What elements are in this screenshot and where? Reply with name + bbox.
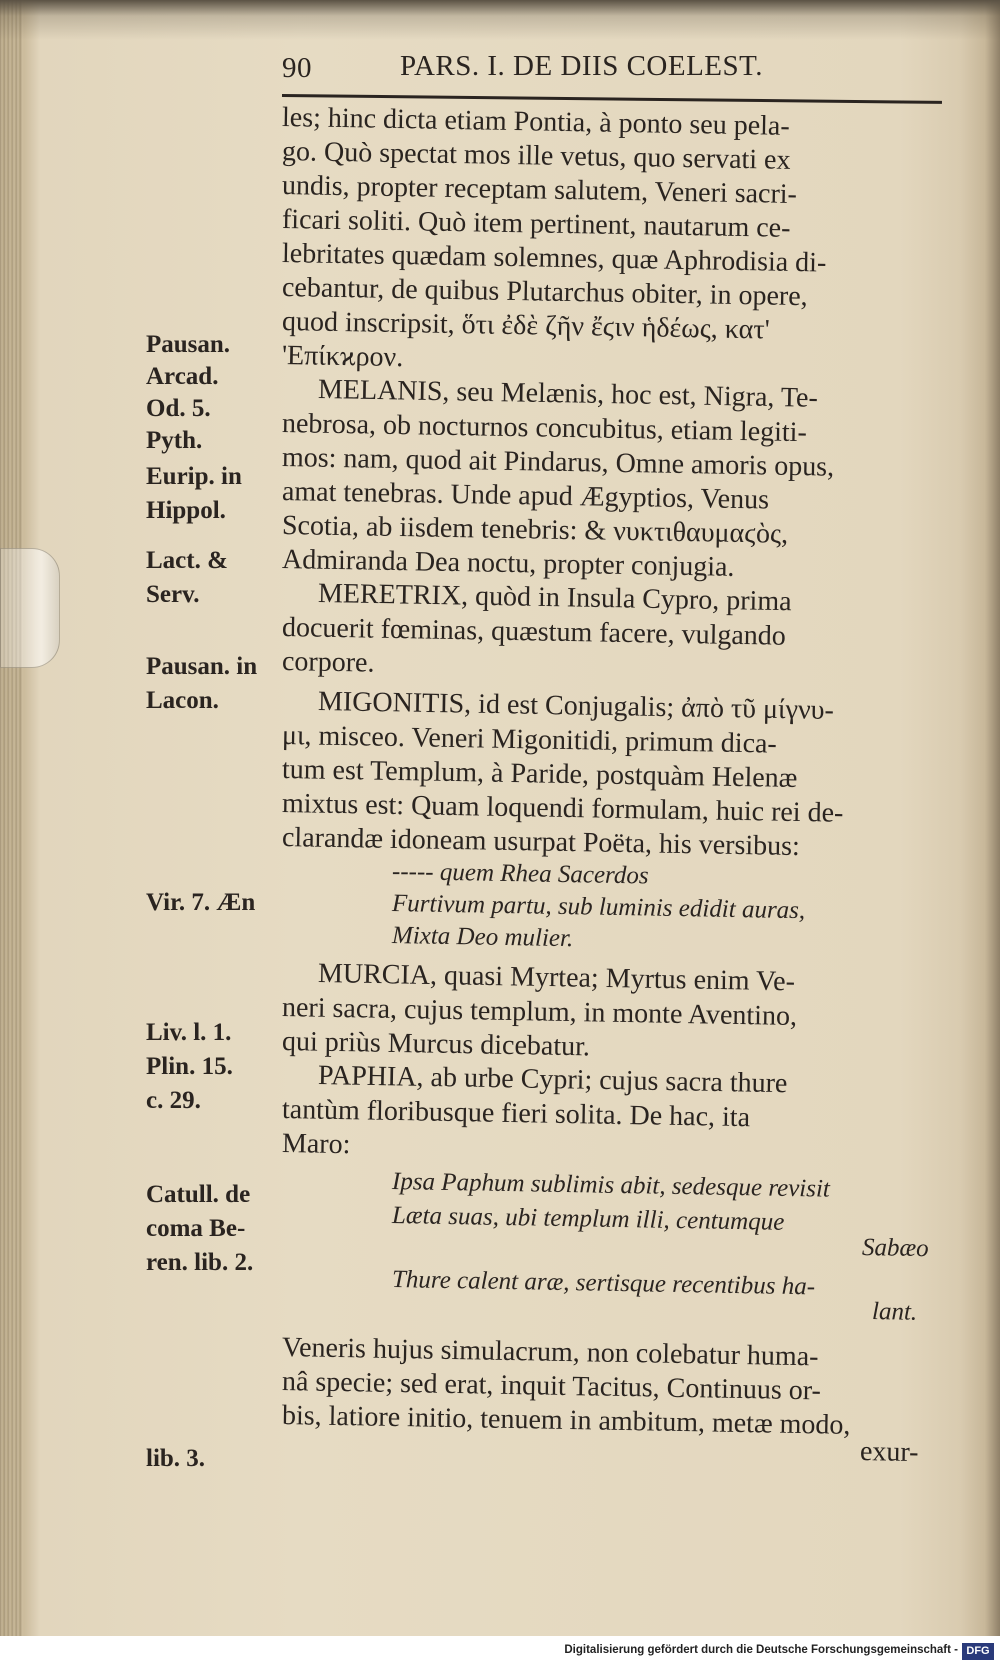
text-line: quod inscripsit, ὅτι ἐδὲ ζῆν ἔϛιν ἡδέως, κατ' (281, 306, 770, 346)
verse-line: Furtivum partu, sub luminis edidit auras, (391, 890, 806, 925)
dfg-logo: DFG (962, 1643, 994, 1660)
catchword: exur- (859, 1436, 919, 1469)
page-number: 90 (282, 52, 312, 84)
text-line: mos: nam, quod ait Pindarus, Omne amoris opus, (281, 442, 835, 483)
verse-line: Sabæo (861, 1234, 929, 1263)
marginal-note: ren. lib. 2. (146, 1249, 254, 1276)
text-line: MIGONITIS, id est Conjugalis; ἀπὸ τῦ μίγνυ- (317, 686, 835, 727)
header-rule (282, 94, 942, 104)
text-line: ficari soliti. Quò item pertinent, nautarum ce- (281, 204, 791, 244)
text-line: nebrosa, ob nocturnos concubitus, etiam legiti- (281, 408, 808, 449)
marginal-note: Serv. (146, 581, 200, 608)
running-header (282, 50, 942, 90)
text-line: Scotia, ab iisdem tenebris: & νυκτιθαυμαϛὸς, (281, 510, 789, 550)
verse-line: lant. (871, 1298, 918, 1326)
text-line: tantùm floribusque fieri solita. De hac, ita (281, 1094, 751, 1134)
text-line: Admiranda Dea noctu, propter conjugia. (281, 544, 735, 583)
verse-line: Læta suas, ubi templum illi, centumque (391, 1202, 785, 1236)
text-line: tum est Templum, à Paride, postquàm Helenæ (281, 754, 798, 794)
page-shadow (0, 0, 1000, 40)
text-line: cebantur, de quibus Plutarchus obiter, in opere, (281, 272, 808, 313)
marginal-note: c. 29. (146, 1087, 201, 1114)
marginal-note: Arcad. (146, 363, 219, 390)
text-line: MELANIS, seu Melænis, hoc est, Nigra, Te- (317, 374, 819, 414)
text-line: bis, latiore initio, tenuem in ambitum, metæ modo, (281, 1400, 851, 1441)
text-line: Veneris hujus simulacrum, non colebatur huma- (281, 1332, 819, 1373)
text-line: qui priùs Murcus dicebatur. (281, 1026, 591, 1063)
marginal-note: coma Be- (146, 1215, 246, 1242)
footer-bar (0, 1636, 1000, 1668)
text-line: MERETRIX, quòd in Insula Cypro, prima (317, 578, 792, 618)
running-title: PARS. I. DE DIIS COELEST. (400, 50, 763, 82)
marginal-note: Pausan. (146, 331, 231, 358)
text-line: nâ specie; sed erat, inquit Tacitus, Continuus or- (281, 1366, 822, 1407)
text-line: 'Επίκϰρον. (281, 340, 404, 374)
marginal-note: Od. 5. (146, 395, 211, 422)
text-line: go. Quò spectat mos ille vetus, quo servati ex (281, 136, 791, 176)
marginal-note: Pyth. (146, 427, 203, 454)
page-clip (0, 548, 60, 668)
marginal-note: Hippol. (146, 497, 226, 524)
funding-notice: Digitalisierung gefördert durch die Deutsche Forschungsgemeinschaft - (564, 1644, 958, 1656)
text-line: amat tenebras. Unde apud Ægyptios, Venus (281, 476, 770, 516)
text-line: mixtus est: Quam loquendi formulam, huic rei de- (281, 788, 844, 829)
text-line: lebritates quædam solemnes, quæ Aphrodisia di- (281, 238, 827, 279)
marginal-note: Vir. 7. Æn (146, 889, 256, 916)
marginal-note: Lact. & (146, 547, 228, 574)
marginal-note: Eurip. in (146, 463, 242, 490)
text-line: μι, misceo. Veneri Migonitidi, primum dica- (281, 720, 778, 760)
page-edge (0, 0, 22, 1636)
text-line: docuerit fœminas, quæstum facere, vulgando (281, 612, 787, 652)
marginal-note: Liv. l. 1. (146, 1019, 232, 1046)
text-line: corpore. (281, 646, 375, 679)
text-line: PAPHIA, ab urbe Cypri; cujus sacra thure (317, 1060, 788, 1100)
marginal-note: Pausan. in (146, 653, 258, 680)
verse-line: Ipsa Paphum sublimis abit, sedesque revisit (391, 1168, 831, 1203)
marginal-note: Lacon. (146, 687, 219, 714)
verse-line: Thure calent aræ, sertisque recentibus ha- (391, 1266, 816, 1301)
text-line: clarandæ idoneam usurpat Poëta, his versibus: (281, 822, 801, 863)
marginal-note: Catull. de (146, 1181, 251, 1208)
marginal-note: Plin. 15. (146, 1053, 233, 1080)
text-line: les; hinc dicta etiam Pontia, à ponto seu pela- (281, 102, 790, 142)
text-line: MURCIA, quasi Myrtea; Myrtus enim Ve- (317, 958, 796, 998)
verse-line: ----- quem Rhea Sacerdos (391, 858, 649, 890)
marginal-note: lib. 3. (146, 1445, 206, 1472)
text-line: neri sacra, cujus templum, in monte Aventino, (281, 992, 798, 1032)
text-line: Maro: (281, 1128, 351, 1161)
text-line: undis, propter receptam salutem, Veneri sacri- (281, 170, 798, 210)
verse-line: Mixta Deo mulier. (391, 922, 574, 953)
